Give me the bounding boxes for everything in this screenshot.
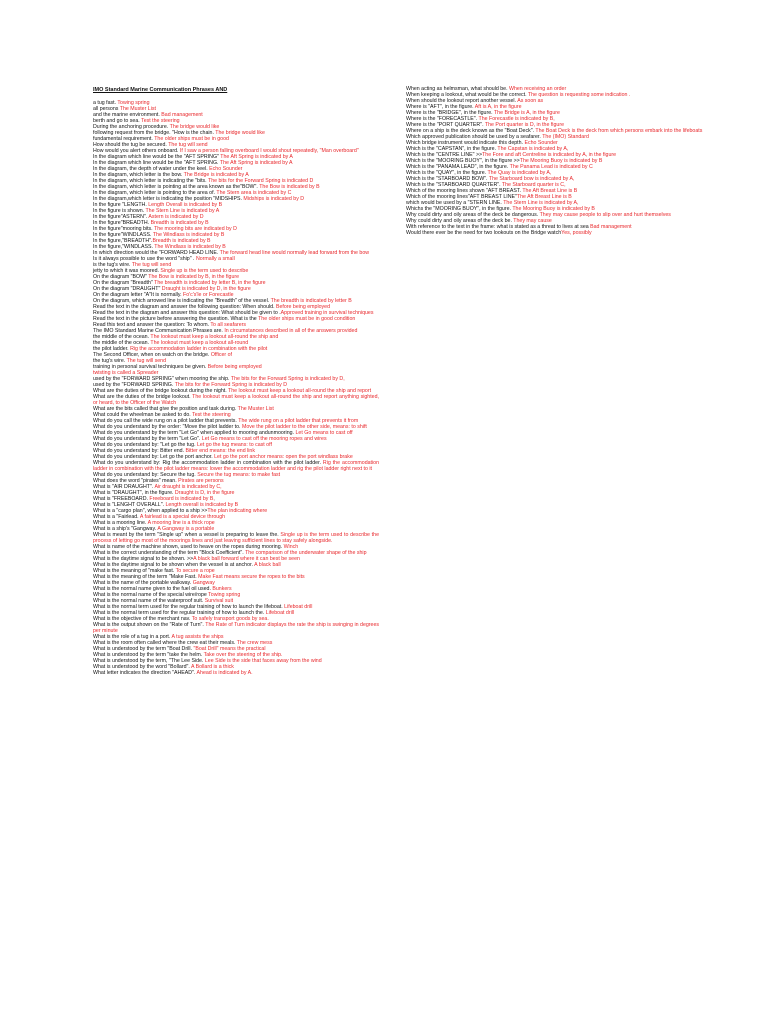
answer-text: The lookout must keep a lookout all-round the ship and xyxy=(150,334,279,340)
question-text: Which of the mooring lines"AFT BREAST LINE" xyxy=(406,194,517,200)
question-text: How should the tug be secured. xyxy=(93,142,169,148)
question-text: In the figure"mooring bits. xyxy=(93,226,155,232)
answer-text: The lookout must keep a lookout all-round xyxy=(150,340,249,346)
question-text: In the figure"WINDLASS. xyxy=(93,232,153,238)
question-text: What is the normal term used for the regular training of how to launch the lifeboat. xyxy=(93,604,285,610)
answer-text: Breadth is indicated by B xyxy=(150,220,209,226)
answer-text: twisting is called a Spreader xyxy=(93,370,159,376)
answer-text: Let Go means to cast off the mooring ropes and wires xyxy=(201,436,327,442)
question-text: What is "LENGHT OVERALL". xyxy=(93,502,166,508)
question-text: What is understood by the term "Boat Drill. xyxy=(93,646,194,652)
question-text: a tug fast. xyxy=(93,100,118,106)
question-text: On the diagram "BOW" xyxy=(93,274,149,280)
answer-text: Let go the tug means: to cast off xyxy=(197,442,272,448)
answer-text: Fo'c's'le or Forecastle xyxy=(183,292,234,298)
answer-text: Lee Side is the side that faces away from the wind xyxy=(204,658,322,664)
question-text: What do you understand by: "Let go the tug. xyxy=(93,442,198,448)
answer-text: Single up is the term used to describe the process of letting go most of the moorings lines and just leaving sufficient lines to stay safely alongside. xyxy=(93,532,379,544)
answer-text: A fairlead is a special device through xyxy=(139,514,226,520)
question-text: What is the meaning of "make fast. xyxy=(93,568,176,574)
answer-text: The older ships must be in good condition xyxy=(258,316,356,322)
question-text: Where is the "FORECASTLE". xyxy=(406,116,479,122)
answer-text: In circumstances described in all of the answers provided xyxy=(224,328,358,334)
question-text: What do you understand by: Let go the port anchor. xyxy=(93,454,215,460)
answer-text: They may cause people to slip over and hurt themselves xyxy=(539,212,671,218)
question-text: Is it always possible to use the word "ship" . xyxy=(93,256,196,262)
question-text: What do you call the wide rung on a pilot ladder that prevents. xyxy=(93,418,239,424)
answer-text: The Starboard bow is indicated by A, xyxy=(488,176,575,182)
answer-text: The Muster List xyxy=(237,406,274,412)
answer-text: Yes, possibly xyxy=(561,230,592,236)
qa-entry xyxy=(406,230,706,236)
answer-text: Ahead is indicated by A. xyxy=(196,670,253,676)
question-text: Which of the mooring lines shown "AFT BREAST. xyxy=(406,188,523,194)
question-text: Why could dirty and oily areas of the deck be dangerous. xyxy=(406,212,540,218)
answer-text: The bits for the Forward Spring is indicated by D, xyxy=(230,376,345,382)
answer-text: The lookout must keep a lookout all-round the ship and report xyxy=(228,388,372,394)
question-text: Which is the "CENTRE LINE" >> xyxy=(406,152,483,158)
qa-entry xyxy=(93,460,379,472)
qa-entry xyxy=(93,622,379,634)
answer-text: Length Overall is indicated by B xyxy=(148,202,223,208)
answer-text: Astern is indicated by D xyxy=(148,214,204,220)
answer-text: The Muster List xyxy=(119,106,156,112)
answer-text: Pirates are persons xyxy=(178,478,224,484)
question-text: The Second Officer, when on watch on the bridge. xyxy=(93,352,211,358)
answer-text: To all seafarers xyxy=(210,322,247,328)
answer-text: A mooring line is a thick rope xyxy=(147,520,215,526)
answer-text: "Boat Drill" means the practical xyxy=(193,646,266,652)
qa-entry xyxy=(93,532,379,544)
question-text: On the diagram letter "A"It is normally. xyxy=(93,292,183,298)
question-text: What is the role of a tug in a port. xyxy=(93,634,172,640)
question-text: What do you understand by the order: "Move the pilot ladder to. xyxy=(93,424,242,430)
question-text: With reference to the text in the frame: what is stated as a threat to lives at sea xyxy=(406,224,591,230)
answer-text: A black ball xyxy=(254,562,281,568)
question-text: In the figure "LENGTH. xyxy=(93,202,149,208)
question-text: Where on a ship is the deck known as the "Boat Deck". xyxy=(406,128,536,134)
question-text: What are the duties of the bridge lookout during the night. xyxy=(93,388,229,394)
question-text: On the diagram, which arrowed line is indicating the "Breadth" of the vessel. xyxy=(93,298,271,304)
question-text: What letter indicates the direction "AHEAD". xyxy=(93,670,197,676)
answer-text: The breadth is indicated by letter B xyxy=(270,298,352,304)
qa-entry xyxy=(93,670,379,676)
question-text: Which is the "CAPSTAN", in the figure. xyxy=(406,146,498,152)
answer-text: A Gangway is a portable xyxy=(157,526,215,532)
answer-text: Test the steering xyxy=(141,118,180,124)
question-text: Which is the "STARBOARD BOW". xyxy=(406,176,489,182)
question-text: On the diagram "Breadth" xyxy=(93,280,155,286)
question-text: In the diagram, which letter is pointing at the area known as the"BOW". xyxy=(93,184,260,190)
answer-text: Make Fast means secure the ropes to the bits xyxy=(198,574,305,580)
question-text: What do you understand by: Bitter end. xyxy=(93,448,186,454)
answer-text: The bits for the Forward Spring is indicated D xyxy=(208,178,314,184)
question-text: What is the room often called where the crew eat their meals. xyxy=(93,640,237,646)
question-text: What are the duties of the bridge lookout. xyxy=(93,394,193,400)
answer-text: The Aft Spring is indicated by A xyxy=(219,160,293,166)
answer-text: Aft is A, in the figure xyxy=(474,104,522,110)
answer-text: If I saw a person falling overboard I would shout repeatedly, "Man overboard" xyxy=(179,148,359,154)
question-text: What is "FREEBOARD. xyxy=(93,496,150,502)
answer-text: Towing spring xyxy=(117,100,150,106)
question-text: the middle of the ocean. xyxy=(93,340,151,346)
question-text: Which is the "STARBOARD QUARTER". xyxy=(406,182,502,188)
question-text: Read this text and answer the question: To whom. xyxy=(93,322,211,328)
answer-text: A Bollard is a thick xyxy=(191,664,234,670)
question-text: In the diagram which line would be the "AFT SPRING. xyxy=(93,160,220,166)
question-text: Read the text in the picture before answering the question. What is the xyxy=(93,316,259,322)
question-text: Where is the "BRIDGE", in the figure. xyxy=(406,110,494,116)
qa-entry xyxy=(93,394,379,406)
answer-text: Let go the port anchor means: open the port windlass brake xyxy=(214,454,353,460)
answer-text: Echo Sounder xyxy=(524,140,558,146)
question-text: used by the "FORWARD SPRING" when mooring the ship. xyxy=(93,376,231,382)
document-title: IMO Standard Marine Communication Phrases AND xyxy=(93,87,228,93)
answer-text: The Bridge is A, in the figure xyxy=(493,110,560,116)
question-text: How would you alert others onboard. xyxy=(93,148,180,154)
answer-text: Bunkers xyxy=(212,586,232,592)
question-text: Which is the "QUAY", in the figure. xyxy=(406,170,488,176)
answer-text: Lifeboat drill xyxy=(265,610,295,616)
answer-text: Echo Sounder xyxy=(209,166,243,172)
question-text: Read the text in the diagram and answer this question: What should be given to . xyxy=(93,310,281,316)
question-text: Whichs the "MOORING BUOY", in the figure. xyxy=(406,206,513,212)
answer-text: A tug assists the ships xyxy=(171,634,224,640)
question-text: What is the name of the portable walkway. xyxy=(93,580,193,586)
answer-text: Test the steering xyxy=(192,412,231,418)
answer-text: The Bow is indicated by B xyxy=(259,184,320,190)
answer-text: Before being employed xyxy=(276,304,330,310)
question-text: What is the daytime signal to be shown. >> xyxy=(93,556,194,562)
answer-text: The tug will send xyxy=(168,142,208,148)
answer-text: Bad management xyxy=(590,224,632,230)
answer-text: The comparison of the underwater shape of the ship xyxy=(245,550,367,556)
answer-text: Rig the accommodation ladder in combination with the pilot ladder means: lower the accommodation ladder and rig the pilot ladder right next to it xyxy=(93,460,380,472)
question-text: the tug's wire. xyxy=(93,358,127,364)
answer-text: Lifeboat drill xyxy=(284,604,313,610)
answer-text: They may cause xyxy=(513,218,552,224)
question-text: What is the normal name of the waterproof suit. xyxy=(93,598,205,604)
question-text: What is a mooring line. xyxy=(93,520,148,526)
answer-text: A black ball forward where it can best be seen xyxy=(193,556,300,562)
question-text: In the figure,"WINDLASS. xyxy=(93,244,155,250)
answer-text: Length overall is indicated by B xyxy=(165,502,239,508)
answer-text: The question is requesting some indication . xyxy=(527,92,631,98)
answer-text: The Port quarter is D, in the figure xyxy=(484,122,564,128)
answer-text: The (IMO) Standard xyxy=(542,134,589,140)
question-text: In the diagram, which letter is pointing to the area of. xyxy=(93,190,217,196)
question-text: What is a "Fairlead. xyxy=(93,514,140,520)
answer-text: Freeboard is indicated by B, xyxy=(149,496,215,502)
answer-text: Breadth is indicated by B xyxy=(152,238,211,244)
answer-text: The bridge would like xyxy=(215,130,265,136)
answer-text: The tug will send xyxy=(131,262,172,268)
answer-text: The Capstan is indicated by A, xyxy=(497,146,569,152)
question-text: What is the daytime signal to be shown when the vessel is at anchor. xyxy=(93,562,255,568)
question-text: What is a "cargo plan", when applied to a ship >> xyxy=(93,508,208,514)
answer-text: The crew mess xyxy=(236,640,273,646)
answer-text: The tug will send xyxy=(126,358,166,364)
answer-text: The Bridge is indicated by A xyxy=(183,172,249,178)
question-text: In the figure is shown. xyxy=(93,208,146,214)
answer-text: The Mooring Buoy is indicated by B xyxy=(519,158,603,164)
answer-text: The Windlass is indicated by B xyxy=(154,244,226,250)
question-text: Which is the "MOORING BUOY", in the figure >> xyxy=(406,158,520,164)
answer-text: The Fore and aft Centreline is indicated by A, in the figure xyxy=(482,152,617,158)
answer-text: The Boat Deck is the deck from which persons embark into the lifeboats xyxy=(535,128,703,134)
answer-text: The Aft Breast Line is B xyxy=(522,188,578,194)
question-text: In which direction would the "FORWARD HEAD LINE. xyxy=(93,250,220,256)
answer-text: Single up is the term used to describe xyxy=(160,268,249,274)
question-text: What do you understand by: Rig the accommodation ladder in combination with the pilot ladder. xyxy=(93,460,323,466)
answer-text: The Aft Spring is indicated by A xyxy=(220,154,293,160)
question-text: What is the normal term used for the regular training of how to launch the. xyxy=(93,610,266,616)
answer-text: The Aft Breast Line is B xyxy=(516,194,572,200)
question-text: What is name of the machine shown, used to heave on the ropes during mooring. xyxy=(93,544,284,550)
question-text: What is "AIR DRAUGHT". xyxy=(93,484,155,490)
question-text: Why could dirty and oily areas of the deck be. xyxy=(406,218,514,224)
answer-text: Draught is D, in the figure xyxy=(174,490,235,496)
question-text: The IMO Standard Marine Communication Phrases are. xyxy=(93,328,225,334)
question-text: What is the normal name given to the fuel oil used. xyxy=(93,586,213,592)
answer-text: The plan indicating where xyxy=(207,508,268,514)
question-text: Where is the "PORT QUARTER". xyxy=(406,122,485,128)
question-text: What is meant by the term "Single up" when a vessel is preparing to leave the. xyxy=(93,532,281,538)
question-text: When keeping a lookout, what would be the correct. xyxy=(406,92,528,98)
answer-text: Take over the steering of the ship. xyxy=(203,652,283,658)
answer-text: Gangway xyxy=(192,580,215,586)
question-text: What do you understand by the term "Let Go". xyxy=(93,436,202,442)
answer-text: As soon as xyxy=(517,98,544,104)
answer-text: The mooring bits are indicated by D xyxy=(154,226,237,232)
answer-text: To secure a rope xyxy=(175,568,215,574)
answer-text: Bitter end means: the end link xyxy=(185,448,255,454)
answer-text: Move the pilot ladder to the other side, means: to shift xyxy=(241,424,367,430)
answer-text: The bits for the Forward Spring is indicated by D xyxy=(174,382,288,388)
answer-text: The wide rung on a pilot ladder that prevents it from xyxy=(238,418,359,424)
question-text: What could the wheelman be asked to do. xyxy=(93,412,193,418)
question-text: jetty to which it was moored. xyxy=(93,268,161,274)
left-entries xyxy=(93,100,379,676)
answer-text: Officer of xyxy=(210,352,233,358)
question-text: Read the text in the diagram and answer the following question: When should. xyxy=(93,304,276,310)
answer-text: The older ships must be in good xyxy=(154,136,229,142)
right-entries xyxy=(406,86,706,236)
question-text: Where is "AFT", in the figure. xyxy=(406,104,475,110)
answer-text: The Stern Line is indicated by A xyxy=(145,208,220,214)
answer-text: Midships is indicated by D xyxy=(243,196,305,202)
answer-text: The lookout must keep a lookout all-round the ship and report anything sighted, or heard, to the Officer of the Watch xyxy=(93,394,379,406)
question-text: In the diagram,which letter is indicating the position "MIDSHIPS. xyxy=(93,196,244,202)
question-text: Which bridge instrument would indicate this depth. xyxy=(406,140,525,146)
question-text: In the diagram, which letter is the bow. xyxy=(93,172,184,178)
answer-text: When receiving an order xyxy=(509,86,567,92)
question-text: is the tug's wire. xyxy=(93,262,132,268)
answer-text: The Quay is indicated by A, xyxy=(487,170,552,176)
question-text: What is the objective of the merchant nav. xyxy=(93,616,192,622)
answer-text: The Stern Line is indicated by A, xyxy=(503,200,579,206)
question-text: What is understood by the term "take the helm. xyxy=(93,652,204,658)
question-text: On the diagram "DRAUGHT" xyxy=(93,286,162,292)
answer-text: The bridge would like xyxy=(169,124,220,130)
question-text: In the figure,"BREADTH". xyxy=(93,238,153,244)
left-column xyxy=(93,87,379,676)
question-text: Which is the "PANAMA LEAD", in the figure. xyxy=(406,164,510,170)
question-text: What is the correct understanding of the term "Block Coefficient". xyxy=(93,550,246,556)
question-text: What is "DRAUGHT", in the figure. xyxy=(93,490,175,496)
answer-text: Secure the tug means: to make fast xyxy=(197,472,281,478)
answer-text: The Forecastle is indicated by B, xyxy=(478,116,555,122)
answer-text: The forward head line would normally lead forward from the bow xyxy=(219,250,370,256)
answer-text: Before being employed xyxy=(207,364,262,370)
question-text: What is understood by the word "Bollard". xyxy=(93,664,191,670)
answer-text: Rig the accommodation ladder in combination with the pilot xyxy=(130,346,268,352)
question-text: Would there ever be the need for two lookouts on the Bridge watch xyxy=(406,230,562,236)
answer-text: Let Go means to cast off xyxy=(295,430,353,436)
question-text: the middle of the ocean. xyxy=(93,334,151,340)
answer-text: Draught is indicated by D, in the figure xyxy=(161,286,251,292)
question-text: which would be used by a "STERN LINE. xyxy=(406,200,504,206)
question-text: used by the "FORWARD SPRING. xyxy=(93,382,175,388)
question-text: What is the output shown on the "Rate of Turn". xyxy=(93,622,206,628)
question-text: training in personal survival techniques be given. xyxy=(93,364,208,370)
answer-text: Survival suit xyxy=(204,598,234,604)
question-text: In the diagram, the depth of water under the keel. xyxy=(93,166,210,172)
answer-text: The Mooring Buoy is indicated by B xyxy=(512,206,595,212)
question-text: berth and go to sea. xyxy=(93,118,142,124)
question-text: In the diagram, which letter is indicating the "bits. xyxy=(93,178,208,184)
right-column xyxy=(406,86,706,236)
question-text: What is the meaning of the term "Make Fast. xyxy=(93,574,199,580)
answer-text: The Windlass is indicated by B xyxy=(152,232,225,238)
question-text: What is the normal name of the special wire/rope xyxy=(93,592,209,598)
question-text: What does the word "pirates" mean. xyxy=(93,478,179,484)
question-text: When should the lookout report another vessel. xyxy=(406,98,518,104)
question-text: following request from the bridge. "How is the chain. xyxy=(93,130,216,136)
answer-text: Towing spring xyxy=(208,592,241,598)
answer-text: Normally a small xyxy=(195,256,235,262)
answer-text: To safely transport goods by sea. xyxy=(191,616,269,622)
question-text: During the anchoring procedure. xyxy=(93,124,170,130)
answer-text: The breadth is indicated by letter B, in the figure xyxy=(154,280,266,286)
question-text: What do you understand by the term "Let Go" when applied to mooring andunmooring. xyxy=(93,430,296,436)
question-text: all persons xyxy=(93,106,120,112)
answer-text: Winch xyxy=(283,544,299,550)
answer-text: The Stern area is indicated by C xyxy=(216,190,292,196)
answer-text: Bad management xyxy=(161,112,203,118)
question-text: What do you understand by: Secure the tug. xyxy=(93,472,198,478)
question-text: What is a ship's "Gangway. xyxy=(93,526,158,532)
question-text: In the figure"ASTERN". xyxy=(93,214,149,220)
question-text: the pilot ladder. xyxy=(93,346,131,352)
question-text: When acting as helmsman, what should be. xyxy=(406,86,510,92)
answer-text: Approved training in survival techniques xyxy=(280,310,374,316)
question-text: Which approved publication should be used by a seafarer. xyxy=(406,134,543,140)
question-text: What are the bits called that give the position and task during. xyxy=(93,406,238,412)
question-text: In the diagram which line would be the "AFT SPRING" xyxy=(93,154,221,160)
question-text: and the marine environment. xyxy=(93,112,162,118)
answer-text: The Bow is indicated by B, in the figure xyxy=(148,274,240,280)
answer-text: The Rate of Turn indicator displays the rate the ship is swinging in degrees per minute xyxy=(93,622,379,634)
answer-text: The Panama Lead is indicated by C xyxy=(509,164,593,170)
answer-text: Air draught is indicated by C, xyxy=(154,484,222,490)
question-text: fundamental requirement. xyxy=(93,136,155,142)
question-text: What is understood by the term, "The Lee Side. xyxy=(93,658,205,664)
answer-text: The Starboard quarter is C, xyxy=(501,182,566,188)
question-text: In the figure"BREADTH. xyxy=(93,220,151,226)
